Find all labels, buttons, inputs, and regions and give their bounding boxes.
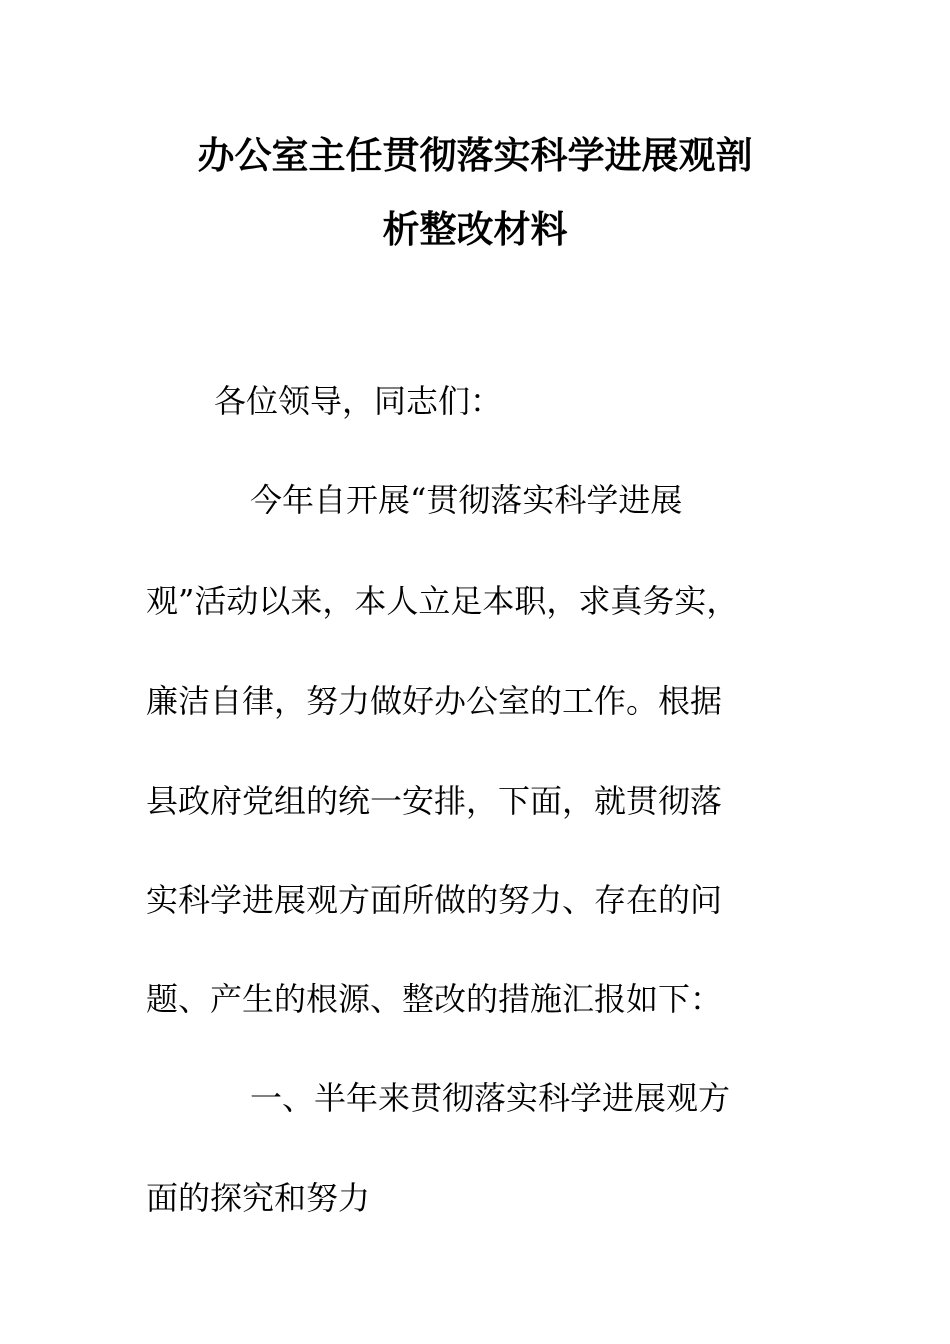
- salutation: 各位领导，同志们：: [214, 382, 503, 420]
- paragraph-line-1: 今年自开展“贯彻落实科学进展: [250, 481, 683, 519]
- section-heading-line-1: 一、半年来贯彻落实科学进展观方: [250, 1079, 731, 1117]
- paragraph-line-3: 廉洁自律，努力做好办公室的工作。根据: [146, 682, 723, 720]
- section-heading-line-2: 面的探究和努力: [146, 1179, 371, 1217]
- paragraph-line-5: 实科学进展观方面所做的努力、存在的问: [146, 881, 723, 919]
- document-title-line-2: 析整改材料: [382, 208, 568, 251]
- paragraph-line-4: 县政府党组的统一安排，下面，就贯彻落: [146, 782, 723, 820]
- paragraph-line-6: 题、产生的根源、整改的措施汇报如下：: [146, 980, 723, 1018]
- paragraph-line-2: 观”活动以来，本人立足本职，求真务实，: [146, 582, 739, 620]
- document-title-line-1: 办公室主任贯彻落实科学进展观剖: [197, 134, 753, 177]
